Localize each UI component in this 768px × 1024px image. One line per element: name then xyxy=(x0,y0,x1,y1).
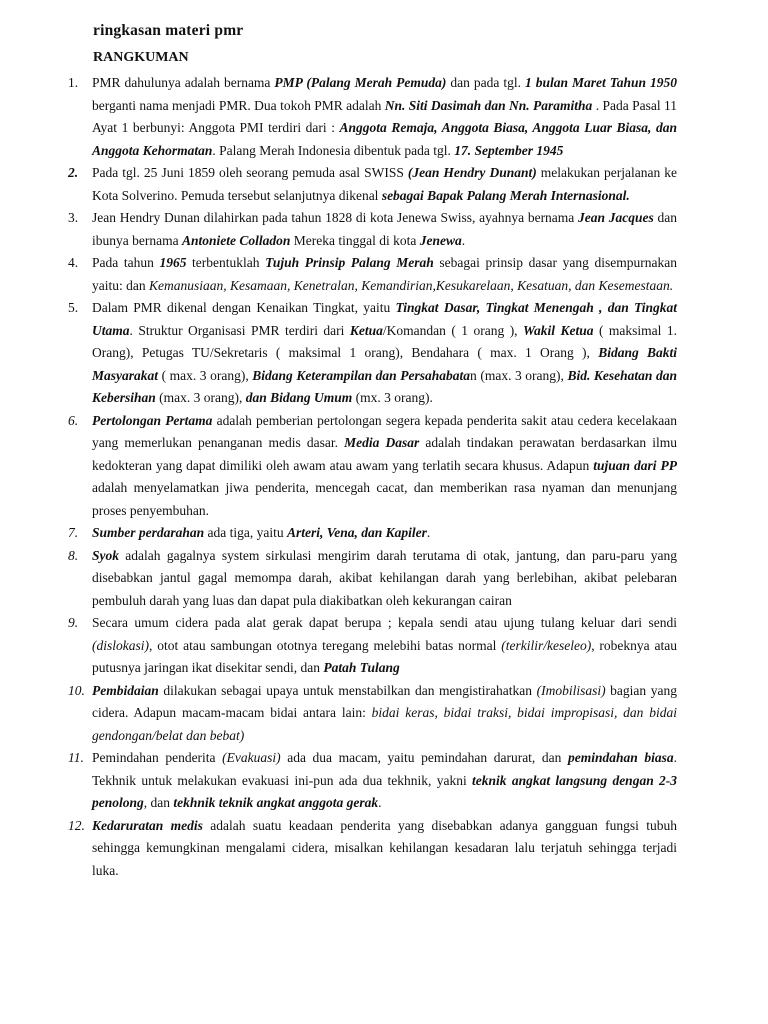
text-segment: Pembidaian xyxy=(92,682,159,698)
text-segment: Media Dasar xyxy=(344,435,420,450)
text-segment: (Evakuasi) xyxy=(222,750,281,765)
item-text xyxy=(92,612,677,680)
summary-list xyxy=(0,72,768,882)
list-item xyxy=(0,162,768,207)
item-text xyxy=(92,72,677,162)
text-segment: adalah suatu keadaan penderita yang disebabkan adanya gangguan fungsi tubuh sehingga kemungkinan mengalami cidera, misalkan kehilangan kesadaran lalu terjatuh sehingga terjadi luka. xyxy=(92,817,677,878)
text-segment: Pada tgl. 25 Juni 1859 oleh seorang pemuda asal SWISS xyxy=(92,165,408,180)
text-segment: Syok xyxy=(92,547,119,563)
text-segment: /Komandan ( 1 orang ), xyxy=(382,322,524,338)
text-segment: ada tiga, yaitu xyxy=(204,525,288,540)
text-segment: . xyxy=(426,525,431,540)
text-segment: Ketua xyxy=(349,322,383,338)
text-segment: adalah gagalnya system sirkulasi mengirim darah terutama di otak, jantung, dan paru-paru yang disebabkan jantul gagal memompa darah, akibat kehilangan darah yang berlebihan, akibat pelebaran pembuluh darah yang luas dan dapat pula diakibatkan oleh kekurangan cairan xyxy=(92,547,677,608)
list-item xyxy=(0,545,768,613)
text-segment: Mereka tinggal di kota xyxy=(290,232,420,248)
text-segment: . Tekhnik untuk melakukan evakuasi ini-pun ada dua tekhnik, yakni xyxy=(92,750,677,788)
text-segment: ( maksimal 1. Orang), Petugas TU/Sekretaris ( maksimal 1 orang), Bendahara ( max. 1 Orang ), xyxy=(92,322,677,360)
text-segment: dan Bidang Umum xyxy=(245,390,353,405)
text-segment: terbentuklah xyxy=(186,255,266,270)
text-segment: berganti nama menjadi PMR. Dua tokoh PMR adalah xyxy=(92,97,385,113)
text-segment: Bidang Keterampilan dan Persahabata xyxy=(252,367,471,383)
item-text xyxy=(92,545,677,613)
item-number: 11. xyxy=(68,750,84,765)
text-segment: Antoniete Colladon xyxy=(181,232,291,248)
text-segment: Pertolongan Pertama xyxy=(92,412,213,428)
text-segment: (mx. 3 orang). xyxy=(352,390,433,405)
list-item xyxy=(0,522,768,545)
text-segment: bagian yang cidera. Adapun macam-macam bidai antara lain: xyxy=(92,682,677,720)
text-segment: Wakil Ketua xyxy=(523,322,594,338)
text-segment: . xyxy=(461,232,466,248)
text-segment: PMP (Palang Merah Pemuda) xyxy=(274,75,447,90)
item-text xyxy=(92,410,677,523)
text-segment: Tujuh Prinsip Palang Merah xyxy=(265,255,434,270)
text-segment: adalah tindakan perawatan berdasarkan ilmu kedokteran yang dapat dimiliki oleh awam atau awam yang terlatih secara khusus. Adapun xyxy=(92,435,677,473)
text-segment: teknik angkat langsung dengan 2-3 penolong xyxy=(92,772,677,810)
text-segment: (max. 3 orang), xyxy=(155,390,246,405)
text-segment: Pemindahan penderita xyxy=(92,750,223,765)
item-number: 2. xyxy=(68,165,79,180)
item-number: 4. xyxy=(68,255,79,270)
text-segment: , dan xyxy=(143,795,174,810)
item-text xyxy=(92,522,677,545)
text-segment: ada dua macam, yaitu pemindahan darurat, dan xyxy=(280,750,568,765)
list-item xyxy=(0,297,768,410)
text-segment: Sumber perdarahan xyxy=(92,525,205,540)
text-segment: Nn. Siti Dasimah dan Nn. Paramitha xyxy=(384,97,593,113)
item-number: 7. xyxy=(68,525,79,540)
list-item xyxy=(0,252,768,297)
item-text xyxy=(92,252,677,297)
item-text xyxy=(92,162,677,207)
text-segment: n (max. 3 orang), xyxy=(470,367,568,383)
text-segment: Kedaruratan medis xyxy=(92,817,203,833)
text-segment: Bidang Bakti Masyarakat xyxy=(92,345,677,383)
text-segment: (Jean Hendry Dunant) xyxy=(407,165,537,180)
text-segment: adalah pemberian pertolongan segera kepada penderita sakit atau cedera kecelakaan yang memerlukan penanganan medis dasar. xyxy=(92,412,677,450)
text-segment: , otot atau sambungan ototnya teregang melebihi batas normal xyxy=(149,637,502,653)
list-item xyxy=(0,72,768,162)
text-segment: (dislokasi) xyxy=(92,637,149,653)
text-segment: tekhnik teknik angkat anggota gerak xyxy=(173,795,379,810)
text-segment: Patah Tulang xyxy=(323,660,400,675)
text-segment: sebagai Bapak Palang Merah Internasional. xyxy=(381,187,630,203)
text-segment: Jean Jacques xyxy=(578,210,654,225)
text-segment: dan ibunya bernama xyxy=(92,210,677,248)
text-segment: Bid. Kesehatan dan Kebersihan xyxy=(92,367,677,405)
text-segment: Arteri, Vena, dan Kapiler xyxy=(287,525,427,540)
text-segment: . Pada Pasal 11 Ayat 1 berbunyi: Anggota PMI terdiri dari : xyxy=(92,97,677,135)
text-segment: Jenewa xyxy=(419,232,462,248)
document-title: ringkasan materi pmr xyxy=(93,22,244,39)
text-segment: Tingkat Dasar, Tingkat Menengah , dan Tingkat Utama xyxy=(92,300,677,338)
text-segment: 17. September 1945 xyxy=(454,142,564,158)
text-segment: 1 bulan Maret Tahun 1950 xyxy=(524,75,677,90)
item-number: 12. xyxy=(68,817,85,833)
text-segment: Dalam PMR dikenal dengan Kenaikan Tingkat, yaitu xyxy=(92,300,396,315)
list-item xyxy=(0,410,768,523)
text-segment: Jean Hendry Dunan dilahirkan pada tahun 1828 di kota Jenewa Swiss, ayahnya bernama xyxy=(92,210,579,225)
text-segment: (Imobilisasi) xyxy=(536,682,606,698)
text-segment: ( max. 3 orang), xyxy=(158,367,253,383)
item-text xyxy=(92,747,677,815)
text-segment: Pada tahun xyxy=(92,255,160,270)
list-item xyxy=(0,207,768,252)
item-number: 8. xyxy=(68,547,79,563)
text-segment: melakukan perjalanan ke Kota Solverino. Pemuda tersebut selanjutnya dikenal xyxy=(92,165,677,203)
text-segment: pemindahan biasa xyxy=(567,750,674,765)
item-text xyxy=(92,815,677,883)
list-item xyxy=(0,612,768,680)
text-segment: bidai keras, bidai traksi, bidai impropisasi, dan bidai gendongan/belat dan bebat) xyxy=(92,705,677,743)
item-number: 5. xyxy=(68,300,79,315)
text-segment: Secara umum cidera pada alat gerak dapat berupa ; kepala sendi atau ujung tulang keluar dari sendi xyxy=(92,615,677,630)
text-segment: . xyxy=(378,795,382,810)
item-number: 9. xyxy=(68,615,79,630)
text-segment: tujuan dari PP xyxy=(593,457,678,473)
item-number: 3. xyxy=(68,210,79,225)
text-segment: , robeknya atau putusnya jaringan ikat disekitar sendi, dan xyxy=(92,637,678,675)
item-number: 6. xyxy=(68,412,79,428)
text-segment: adalah menyelamatkan jiwa penderita, mencegah cacat, dan memberikan rasa nyaman dan menunjang proses penyembuhan. xyxy=(92,480,677,518)
text-segment: PMR dahulunya adalah bernama xyxy=(92,75,275,90)
text-segment: dilakukan sebagai upaya untuk menstabilkan dan mengistirahatkan xyxy=(158,682,537,698)
text-segment: (terkilir/keseleo) xyxy=(501,637,592,653)
text-segment: 1965 xyxy=(159,255,187,270)
item-number: 1. xyxy=(68,75,79,90)
text-segment: . Palang Merah Indonesia dibentuk pada tgl. xyxy=(212,142,455,158)
text-segment: Anggota Remaja, Anggota Biasa, Anggota Luar Biasa, dan Anggota Kehormatan xyxy=(92,120,677,158)
text-segment: sebagai prinsip dasar yang disempurnakan yaitu: dan xyxy=(92,255,677,293)
item-text xyxy=(92,680,677,748)
item-text xyxy=(92,207,677,252)
list-item xyxy=(0,680,768,748)
text-segment: Kemanusiaan, Kesamaan, Kenetralan, Kemandirian,Kesukarelaan, Kesatuan, dan Kesemestaan. xyxy=(149,277,674,293)
item-text xyxy=(92,297,677,410)
section-heading: RANGKUMAN xyxy=(93,50,189,65)
text-segment: . Struktur Organisasi PMR terdiri dari xyxy=(129,322,350,338)
item-number: 10. xyxy=(68,682,85,698)
text-segment: dan pada tgl. xyxy=(446,75,525,90)
list-item xyxy=(0,747,768,815)
list-item xyxy=(0,815,768,883)
